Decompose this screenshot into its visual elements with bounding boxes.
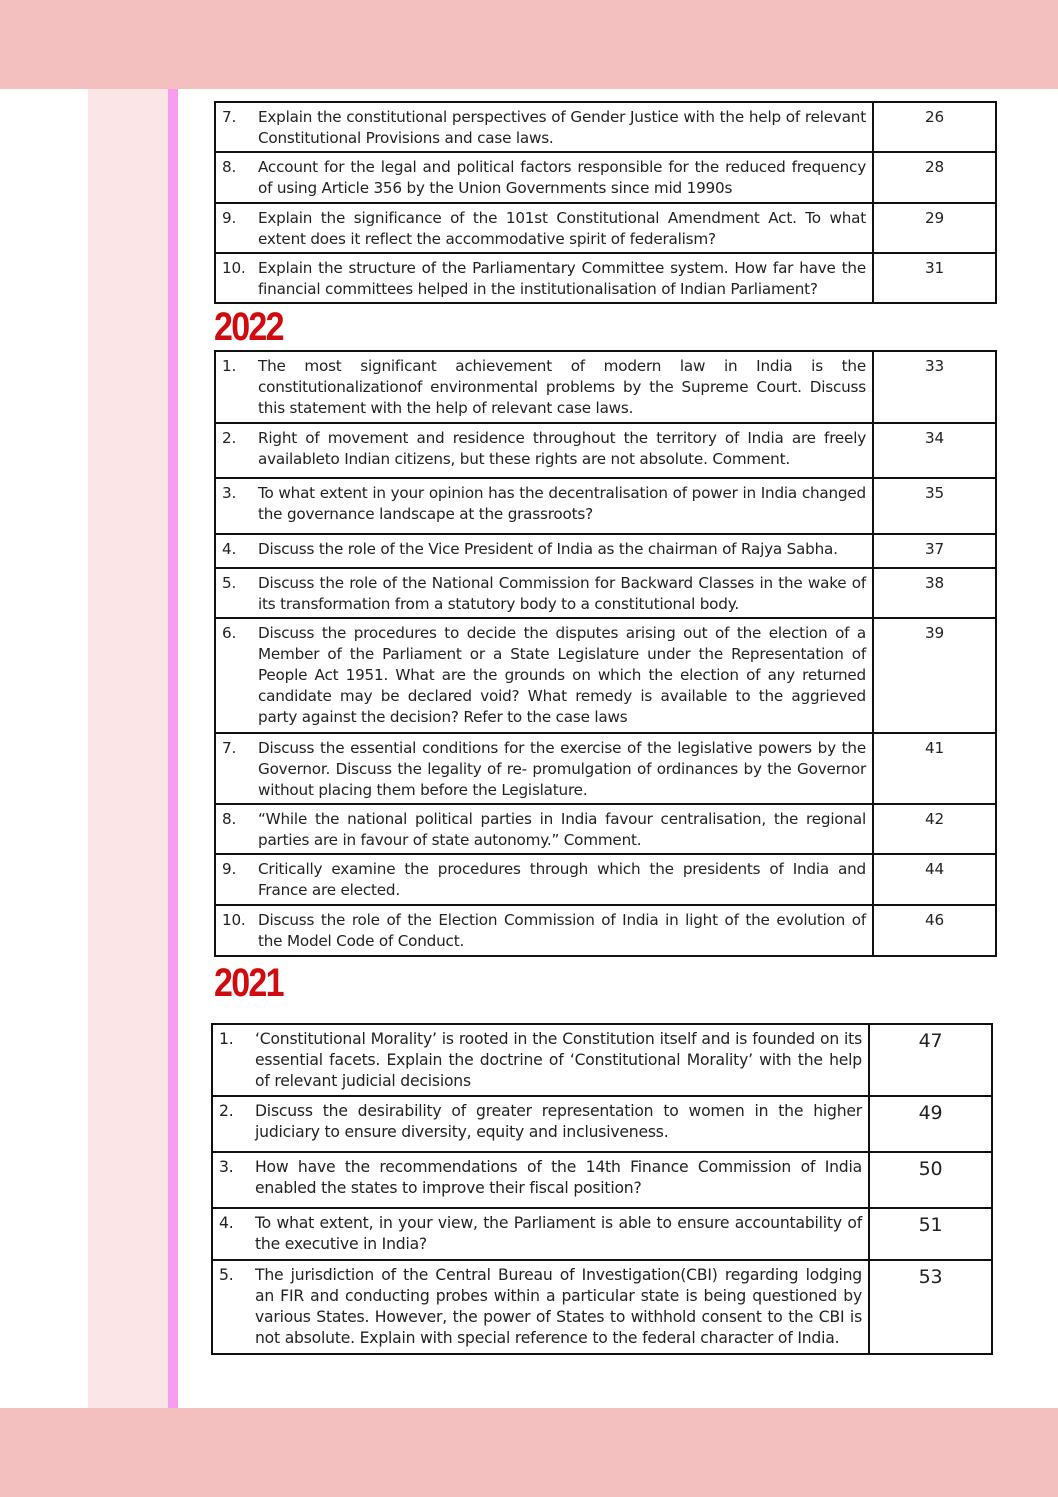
question-cell — [215, 618, 873, 733]
question-number: 3. — [219, 1158, 234, 1176]
page-number[interactable]: 50 — [869, 1152, 992, 1208]
table-row — [212, 1208, 992, 1260]
year-heading-2021: 2021 — [214, 961, 283, 1005]
table-row — [215, 534, 996, 568]
question-cell — [215, 733, 873, 804]
table-row — [215, 804, 996, 854]
question-cell — [212, 1096, 869, 1152]
questions-table-continued — [214, 101, 997, 304]
question-text[interactable]: Right of movement and residence throughout the territory of India are freely availableto Indian citizens, but these rights are not absolute. Comment. — [258, 429, 866, 468]
question-text[interactable]: Discuss the role of the National Commission for Backward Classes in the wake of its transformation from a statutory body to a constitutional body. — [258, 574, 866, 613]
page-number[interactable]: 31 — [873, 253, 996, 303]
margin-line — [168, 89, 178, 1408]
page-number[interactable]: 47 — [869, 1024, 992, 1096]
question-number: 6. — [222, 624, 237, 642]
question-number: 10. — [222, 259, 246, 277]
page-number[interactable]: 44 — [873, 854, 996, 905]
header-band — [0, 0, 1058, 89]
question-number: 2. — [219, 1102, 234, 1120]
question-number: 1. — [222, 357, 237, 375]
page-number[interactable]: 46 — [873, 905, 996, 956]
question-text[interactable]: Discuss the desirability of greater representation to women in the higher judiciary to ensure diversity, equity and inclusiveness. — [255, 1102, 862, 1141]
table-row — [215, 423, 996, 478]
page-number[interactable]: 42 — [873, 804, 996, 854]
question-cell — [215, 253, 873, 303]
table-row — [215, 351, 996, 423]
table-row — [215, 733, 996, 804]
question-number: 8. — [222, 810, 237, 828]
question-text[interactable]: Discuss the procedures to decide the disputes arising out of the election of a Member of the Parliament or a State Legislature under the Representation of People Act 1951. What are the grounds on which the election of any returned candidate may be declared void? What remedy is available to the aggrieved party against the decision? Refer to the case laws — [258, 624, 866, 726]
question-text[interactable]: Explain the structure of the Parliamentary Committee system. How far have the financial committees helped in the institutionalisation of Indian Parliament? — [258, 259, 866, 298]
questions-table-2021 — [211, 1023, 993, 1355]
question-text[interactable]: The jurisdiction of the Central Bureau of Investigation(CBI) regarding lodging an FIR and conducting probes within a particular state is being questioned by various States. However, the power of States to withhold consent to the CBI is not absolute. Explain with special reference to the federal character of India. — [255, 1266, 862, 1347]
table-row — [215, 152, 996, 203]
question-cell — [215, 203, 873, 253]
question-cell — [212, 1152, 869, 1208]
margin-strip — [88, 89, 168, 1408]
question-text[interactable]: Explain the constitutional perspectives of Gender Justice with the help of relevant Constitutional Provisions and case laws. — [258, 108, 866, 147]
question-cell — [215, 423, 873, 478]
question-cell — [215, 152, 873, 203]
question-number: 10. — [222, 911, 246, 929]
question-number: 3. — [222, 484, 237, 502]
question-number: 7. — [222, 739, 237, 757]
page-number[interactable]: 34 — [873, 423, 996, 478]
question-number: 5. — [222, 574, 237, 592]
question-text[interactable]: Account for the legal and political factors responsible for the reduced frequency of using Article 356 by the Union Governments since mid 1990s — [258, 158, 866, 197]
questions-table-2022 — [214, 350, 997, 957]
question-text[interactable]: The most significant achievement of modern law in India is the constitutionalizationof environmental problems by the Supreme Court. Discuss this statement with the help of relevant case laws. — [258, 357, 866, 417]
table-row — [215, 854, 996, 905]
question-number: 2. — [222, 429, 237, 447]
question-text[interactable]: Discuss the role of the Vice President of India as the chairman of Rajya Sabha. — [258, 540, 838, 558]
question-number: 4. — [222, 540, 237, 558]
page-number[interactable]: 26 — [873, 102, 996, 152]
table-row — [215, 478, 996, 534]
page-number[interactable]: 39 — [873, 618, 996, 733]
question-cell — [212, 1260, 869, 1354]
question-cell — [215, 534, 873, 568]
page-number[interactable]: 41 — [873, 733, 996, 804]
question-cell — [212, 1208, 869, 1260]
footer-band — [0, 1408, 1058, 1497]
page-number[interactable]: 35 — [873, 478, 996, 534]
table-row — [215, 203, 996, 253]
question-number: 4. — [219, 1214, 234, 1232]
question-cell — [215, 854, 873, 905]
question-number: 8. — [222, 158, 237, 176]
table-row — [212, 1152, 992, 1208]
question-cell — [212, 1024, 869, 1096]
page-number[interactable]: 28 — [873, 152, 996, 203]
question-number: 1. — [219, 1030, 234, 1048]
question-text[interactable]: To what extent in your opinion has the decentralisation of power in India changed the governance landscape at the grassroots? — [258, 484, 866, 523]
page-number[interactable]: 51 — [869, 1208, 992, 1260]
question-text[interactable]: How have the recommendations of the 14th Finance Commission of India enabled the states to improve their fiscal position? — [255, 1158, 862, 1197]
table-row — [215, 102, 996, 152]
question-cell — [215, 804, 873, 854]
question-number: 9. — [222, 860, 237, 878]
page-number[interactable]: 29 — [873, 203, 996, 253]
page-number[interactable]: 38 — [873, 568, 996, 618]
page-number[interactable]: 49 — [869, 1096, 992, 1152]
page-number[interactable]: 37 — [873, 534, 996, 568]
table-row — [212, 1024, 992, 1096]
question-cell — [215, 102, 873, 152]
question-text[interactable]: Discuss the essential conditions for the exercise of the legislative powers by the Governor. Discuss the legality of re- promulgation of ordinances by the Governor without placing them before the Legislature. — [258, 739, 866, 799]
year-heading-2022: 2022 — [214, 305, 283, 349]
question-text[interactable]: Critically examine the procedures through which the presidents of India and France are elected. — [258, 860, 866, 899]
question-text[interactable]: Explain the significance of the 101st Constitutional Amendment Act. To what extent does it reflect the accommodative spirit of federalism? — [258, 209, 866, 248]
question-cell — [215, 351, 873, 423]
question-text[interactable]: To what extent, in your view, the Parliament is able to ensure accountability of the executive in India? — [255, 1214, 862, 1253]
page-number[interactable]: 53 — [869, 1260, 992, 1354]
question-cell — [215, 905, 873, 956]
table-row — [215, 253, 996, 303]
table-row — [212, 1096, 992, 1152]
question-number: 5. — [219, 1266, 234, 1284]
question-number: 9. — [222, 209, 237, 227]
question-cell — [215, 478, 873, 534]
question-text[interactable]: “While the national political parties in India favour centralisation, the regional parties are in favour of state autonomy.” Comment. — [258, 810, 866, 849]
table-row — [215, 568, 996, 618]
question-number: 7. — [222, 108, 237, 126]
table-row — [215, 905, 996, 956]
table-row — [215, 618, 996, 733]
question-text[interactable]: Discuss the role of the Election Commission of India in light of the evolution of the Model Code of Conduct. — [258, 911, 866, 950]
page-number[interactable]: 33 — [873, 351, 996, 423]
question-text[interactable]: ‘Constitutional Morality’ is rooted in the Constitution itself and is founded on its essential facets. Explain the doctrine of ‘Constitutional Morality’ with the help of relevant judicial decisions — [255, 1030, 862, 1090]
question-cell — [215, 568, 873, 618]
table-row — [212, 1260, 992, 1354]
